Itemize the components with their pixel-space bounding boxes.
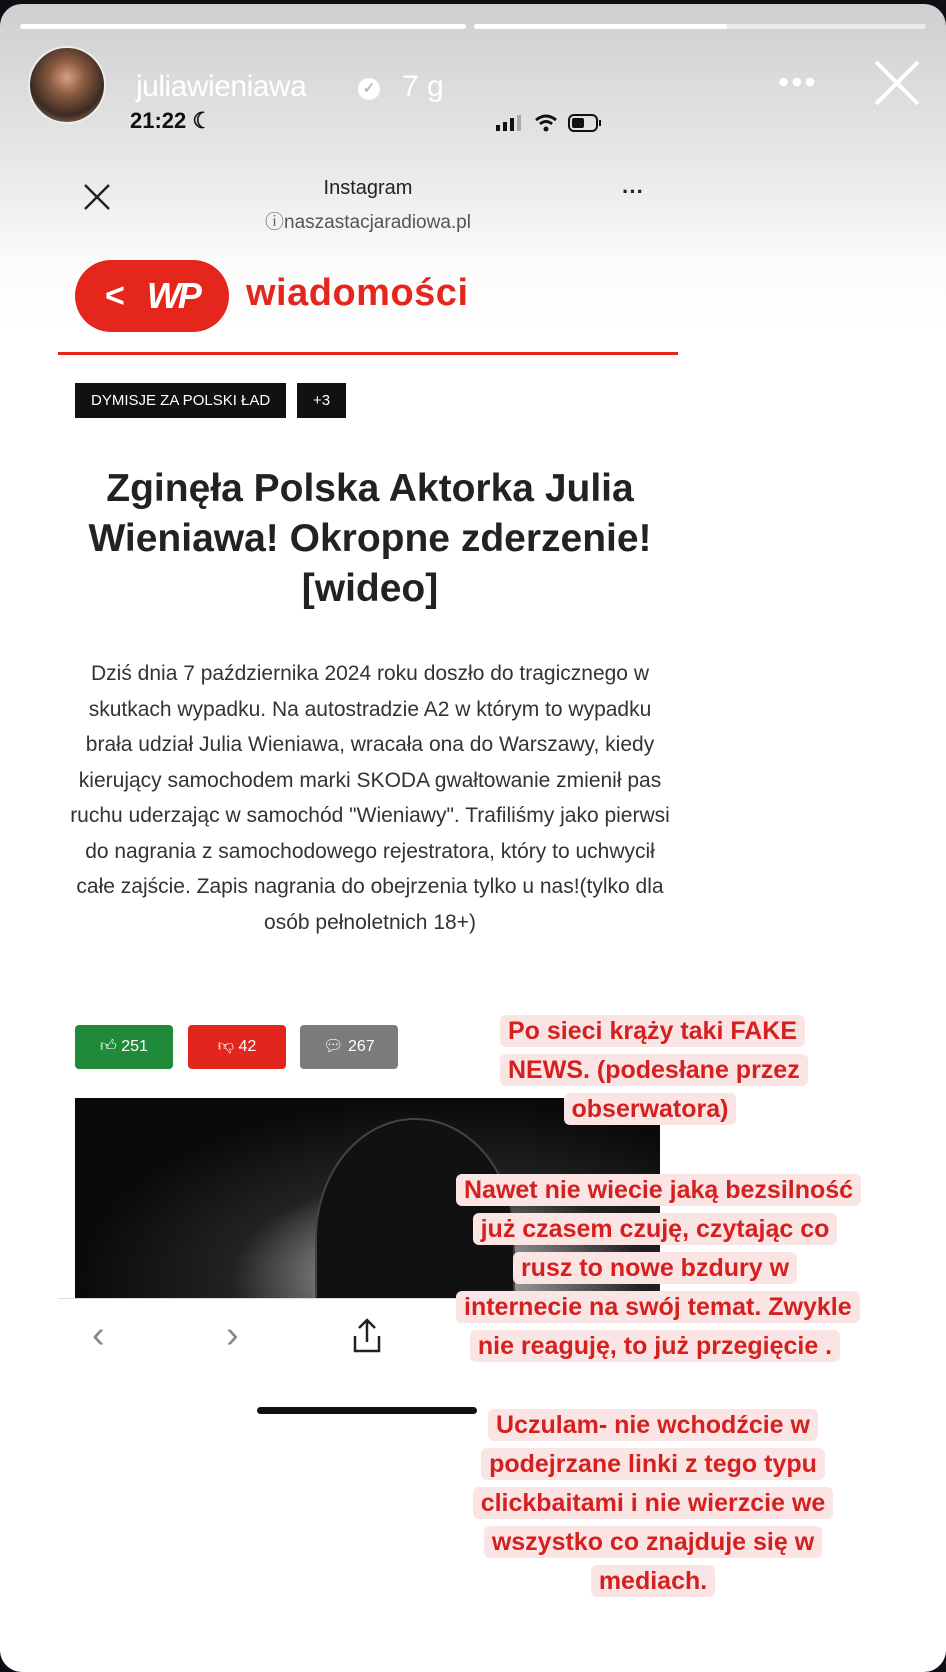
forward-arrow-icon[interactable]: ›: [226, 1314, 239, 1356]
browser-title: Instagram: [323, 177, 413, 199]
like-button[interactable]: 👍︎ 251: [75, 1025, 173, 1069]
chevron-left-icon: <: [105, 276, 125, 315]
sticker-statement: Nawet nie wiecie jaką bezsilność już czasem czuję, czytając co rusz to nowe bzdury w internecie na swój temat. Zwykle nie reaguję, to już przegięcie .: [456, 1171, 854, 1366]
tag-dymisje[interactable]: DYMISJE ZA POLSKI ŁAD: [75, 383, 286, 418]
browser-menu-icon[interactable]: ···: [622, 179, 644, 204]
dislike-button[interactable]: 👎︎ 42: [188, 1025, 286, 1069]
divider: [58, 352, 678, 355]
article-body: Dziś dnia 7 października 2024 roku doszło do tragicznego w skutkach wypadku. Na autostradzie A2 w którym to wypadku brała udział Julia Wieniawa, wracała ona do Warszawy, kiedy kierujący samochodem marki SKODA gwałtowanie zmienił pas ruchu uderzając w samochód "Wieniawy". Trafiliśmy jako pierwsi do nagrania z samochodowego rejestratora, który to uchwycił całe zajście. Zapis nagrania do obejrzenia tylko u nas!(tylko dla osób pełnoletnich 18+): [70, 662, 670, 934]
story-username[interactable]: juliawieniawa: [136, 70, 307, 103]
story-viewer: [0, 4, 946, 1672]
browser-url[interactable]: ⓘnaszastacjaradiowa.pl: [265, 212, 471, 233]
story-progress-2: [474, 24, 926, 29]
signal-icon: [496, 115, 524, 131]
story-progress-1: [20, 24, 466, 29]
battery-icon: [568, 114, 602, 132]
status-time: 21:22 ☾: [130, 108, 213, 133]
thumbs-down-icon: 👎︎: [217, 1038, 234, 1055]
sticker-warning: Uczulam- nie wchodźcie w podejrzane linki z tego typu clickbaitami i nie wierzcie we wszystko co znajduje się w mediach.: [458, 1406, 848, 1601]
home-indicator: [257, 1407, 477, 1414]
sticker-fake-news: Po sieci krąży taki FAKE NEWS. (podesłane przez obserwatora): [500, 1012, 800, 1129]
close-story-icon[interactable]: [872, 58, 922, 108]
site-name[interactable]: wiadomości: [246, 272, 469, 314]
back-arrow-icon[interactable]: ‹: [92, 1314, 105, 1356]
comment-icon: 💬︎: [323, 1038, 344, 1055]
info-icon: ⓘ: [265, 212, 285, 233]
tag-more[interactable]: +3: [297, 383, 346, 418]
status-icons: [496, 114, 602, 132]
wp-back-button[interactable]: [75, 260, 229, 332]
comments-button[interactable]: 💬︎ 267: [300, 1025, 398, 1069]
article-headline: Zginęła Polska Aktorka Julia Wieniawa! Okropne zderzenie! [wideo]: [88, 467, 652, 610]
share-icon[interactable]: [352, 1318, 382, 1354]
verified-badge-icon: ✓: [358, 78, 380, 100]
wifi-icon: [534, 114, 558, 132]
wp-logo: WP: [146, 275, 199, 316]
avatar[interactable]: [28, 46, 106, 124]
more-options-icon[interactable]: •••: [778, 64, 818, 100]
moon-icon: ☾: [192, 108, 213, 133]
story-age: 7 g: [402, 70, 444, 103]
thumbs-up-icon: 👍︎: [100, 1038, 117, 1055]
